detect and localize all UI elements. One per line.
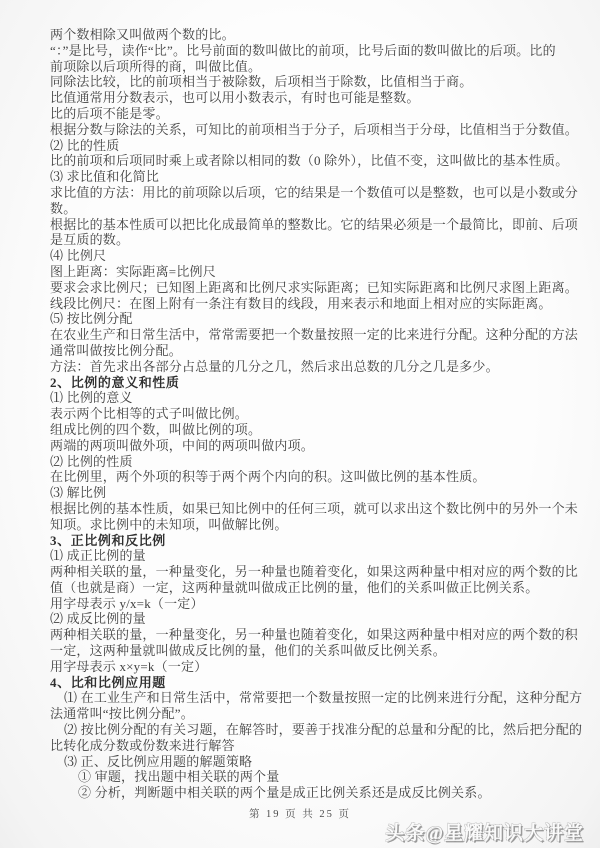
text-line: 一定，这两种量就叫做成反比例的量，他们的关系叫做反比例关系。 [50, 643, 447, 659]
text-line: ⑴ 成正比例的量 [50, 548, 146, 564]
text-line: 3、正比例和反比例 [50, 532, 166, 548]
text-line: 同除法比较，比的前项相当于被除数，后项相当于除数，比值相当于商。 [50, 74, 473, 90]
text-line: 数。 [50, 200, 77, 216]
text-line: 两个数相除又叫做两个数的比。 [50, 27, 235, 42]
text-line: ⑶ 正、反比例应用题的解题策略 [64, 753, 253, 769]
text-line: 根据比的基本性质可以把比化成最简单的整数比。它的结果必须是一个最简比，即前、后项 [50, 216, 579, 232]
text-line: 根据分数与除法的关系，可知比的前项相当于分子，后项相当于分母，比值相当于分数值。 [50, 121, 579, 137]
text-line: 表示两个比相等的式子叫做比例。 [50, 406, 249, 422]
text-line: ② 分析，判断题中相关联的两个量是成正比例关系还是成反比例关系。 [78, 785, 491, 801]
text-line: ⑶ 解比例 [50, 485, 107, 501]
text-line: ⑵ 比的性质 [50, 137, 120, 153]
document-body [50, 27, 583, 801]
text-line: 两端的两项叫做外项，中间的两项叫做内项。 [50, 437, 315, 453]
page-footer: 第 19 页 共 25 页 [248, 809, 352, 820]
text-line: 要求会求比例尺；已知图上距离和比例尺求实际距离；已知实际距离和比例尺求图上距离。 [50, 279, 579, 295]
text-line: 值（也就是商）一定，这两种量就叫做成正比例的量，他们的关系叫做正比例关系。 [50, 579, 539, 595]
text-line: ⑵ 比例的性质 [50, 453, 133, 469]
text-line: 在比例里，两个外项的积等于两个两个内向的积。这叫做比例的基本性质。 [50, 469, 486, 485]
text-line: ⑶ 求比值和化简比 [50, 169, 160, 185]
text-line: 用字母表示 x×y=k（一定） [50, 658, 208, 674]
text-line: 两种相关联的量，一种量变化，另一种量也随着变化，如果这两种量中相对应的两个数的积 [50, 627, 579, 643]
text-line: 4、比和比例应用题 [50, 674, 166, 690]
text-line: 用字母表示 y/x=k（一定） [50, 595, 204, 611]
text-line: “：”是比号，读作“比”。比号前面的数叫做比的前项，比号后面的数叫做比的后项。比的 [50, 42, 556, 58]
text-line: 前项除以后项所得的商，叫做比值。 [50, 58, 262, 74]
text-line: 图上距离：实际距离=比例尺 [50, 263, 216, 279]
text-line: 比的后项不能是零。 [50, 105, 169, 121]
text-line: ⑴ 在工业生产和日常生活中，常常要把一个数量按照一定的比例来进行分配，这种分配方 [64, 690, 583, 706]
text-line: ⑸ 按比例分配 [50, 311, 133, 327]
text-line: ⑷ 比例尺 [50, 248, 107, 264]
text-line: 两种相关联的量，一种量变化，另一种量也随着变化，如果这两种量中相对应的两个数的比 [50, 564, 579, 580]
text-line: ⑵ 成反比例的量 [50, 611, 146, 627]
text-line: 是互质的数。 [50, 232, 130, 248]
text-line: 求比值的方法：用比的前项除以后项，它的结果是一个数值可以是整数，也可以是小数或分 [50, 184, 579, 200]
text-line: 2、比例的意义和性质 [50, 374, 180, 390]
text-line: ① 审题，找出题中相关联的两个量 [78, 769, 280, 785]
text-line: 通常叫做按比例分配。 [50, 342, 183, 358]
text-line: 比的前项和后项同时乘上或者除以相同的数（0 除外），比值不变，这叫做比的基本性质。 [50, 153, 569, 169]
text-line: ⑴ 比例的意义 [50, 390, 133, 406]
text-line: 知项。求比例中的未知项，叫做解比例。 [50, 516, 288, 532]
text-line: ⑵ 按比例分配的有关习题，在解答时，要善于找准分配的总量和分配的比，然后把分配的 [64, 722, 583, 738]
text-line: 方法：首先求出各部分占总量的几分之几，然后求出总数的几分之几是多少。 [50, 358, 499, 374]
text-line: 线段比例尺：在图上附有一条注有数目的线段，用来表示和地面上相对应的实际距离。 [50, 295, 552, 311]
text-line: 比值通常用分数表示，也可以用小数表示，有时也可能是整数。 [50, 90, 420, 106]
watermark: 头条@星耀知识大讲堂 [385, 823, 584, 844]
text-line: 在农业生产和日常生活中，常常需要把一个数量按照一定的比来进行分配。这种分配的方法 [50, 327, 579, 343]
text-line: 法通常叫“按比例分配”。 [50, 706, 194, 722]
text-line: 组成比例的四个数，叫做比例的项。 [50, 421, 262, 437]
text-line: 比转化成分数或份数来进行解答 [50, 737, 235, 753]
text-line: 根据比例的基本性质，如果已知比例中的任何三项，就可以求出这个数比例中的另外一个未 [50, 500, 579, 516]
